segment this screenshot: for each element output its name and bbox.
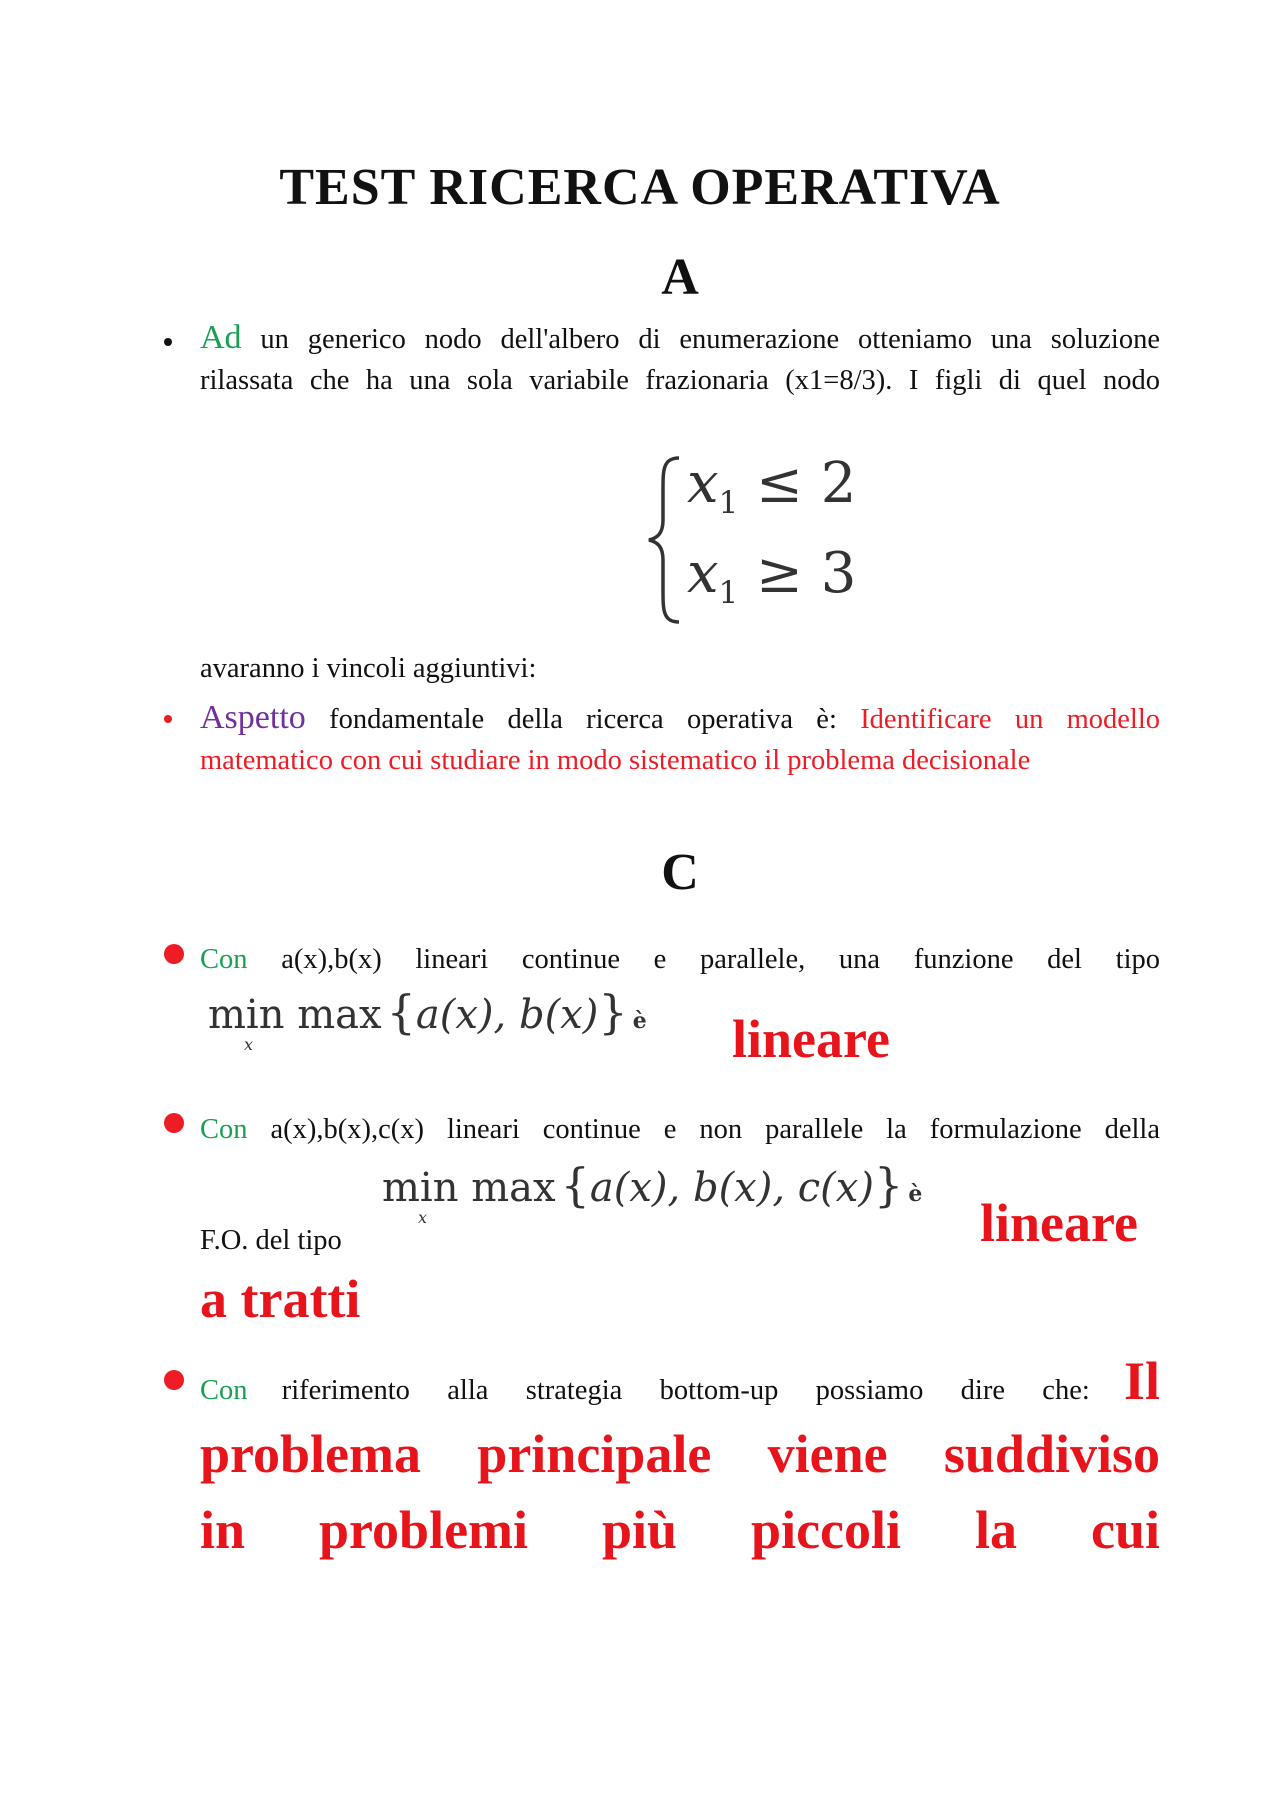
a-item1-after: avaranno i vincoli aggiuntivi: [200, 653, 537, 684]
minmax-formula-1: min max {a(x), b(x)} è x [208, 985, 647, 1054]
c-item2-lead: Con [200, 1114, 248, 1145]
a-item2-text: fondamentale della ricerca operativa è: [329, 704, 837, 735]
a-item1-text1: un generico nodo dell'albero di enumerazione otteniamo una soluzione [260, 324, 1161, 355]
c-item3-line1 [200, 1350, 1160, 1412]
c-item3-text: riferimento alla strategia bottom-up possiamo dire che: [281, 1375, 1090, 1406]
c-item3-answer2: problema principale viene suddiviso [200, 1424, 1160, 1484]
a-item2-lead: Aspetto [200, 699, 306, 736]
section-c-heading: C [661, 844, 699, 901]
c-item2-answer2: a tratti [200, 1269, 361, 1329]
c-item1-line1 [200, 939, 1160, 980]
c-item2-prefix: F.O. del tipo [200, 1225, 342, 1256]
constraint-system-formula [645, 445, 895, 625]
c-item3-lead: Con [200, 1375, 248, 1406]
a-item2-answer2: matematico con cui studiare in modo sistematico il problema decisionale [200, 745, 1031, 776]
constraint-row-1: $x_1 \le 2$ [687, 451, 857, 521]
c-item2-text: a(x),b(x),c(x) lineari continue e non parallele la formulazione della [270, 1114, 1160, 1145]
c-item1-lead: Con [200, 944, 248, 975]
constraint-row-2: $x_1 \ge 3$ [687, 541, 857, 611]
a-item2-answer1: Identificare un modello [860, 704, 1161, 735]
c-item2-answer1: lineare [980, 1193, 1138, 1253]
bullet-dot [164, 1113, 184, 1133]
page-title: TEST RICERCA OPERATIVA [279, 159, 1001, 216]
a-item1-lead: Ad [200, 319, 242, 356]
bullet-dot [164, 944, 184, 964]
c-item3-answer3: in problemi più piccoli la cui [200, 1500, 1160, 1560]
c-item2-line1 [200, 1109, 1160, 1150]
a-item2-line1 [200, 697, 1160, 740]
section-a-heading: A [661, 249, 699, 306]
c-item3-answer-start: Il [1124, 1351, 1161, 1411]
bullet-dot [164, 338, 172, 346]
c-item1-answer: lineare [732, 1009, 890, 1069]
left-brace-icon [645, 450, 685, 630]
c-item1-text: a(x),b(x) lineari continue e parallele, una funzione del tipo [281, 944, 1160, 975]
minmax-formula-2: min max {a(x), b(x), c(x)} è x [382, 1158, 923, 1227]
minmax-op: min max [208, 992, 382, 1038]
minmax-op: min max [382, 1165, 556, 1211]
bullet-dot [164, 1370, 184, 1390]
a-item1-line2: rilassata che ha una sola variabile frazionaria (x1=8/3). I figli di quel nodo [200, 365, 1160, 396]
a-item1-line1 [200, 317, 1160, 360]
bullet-dot [164, 715, 172, 723]
